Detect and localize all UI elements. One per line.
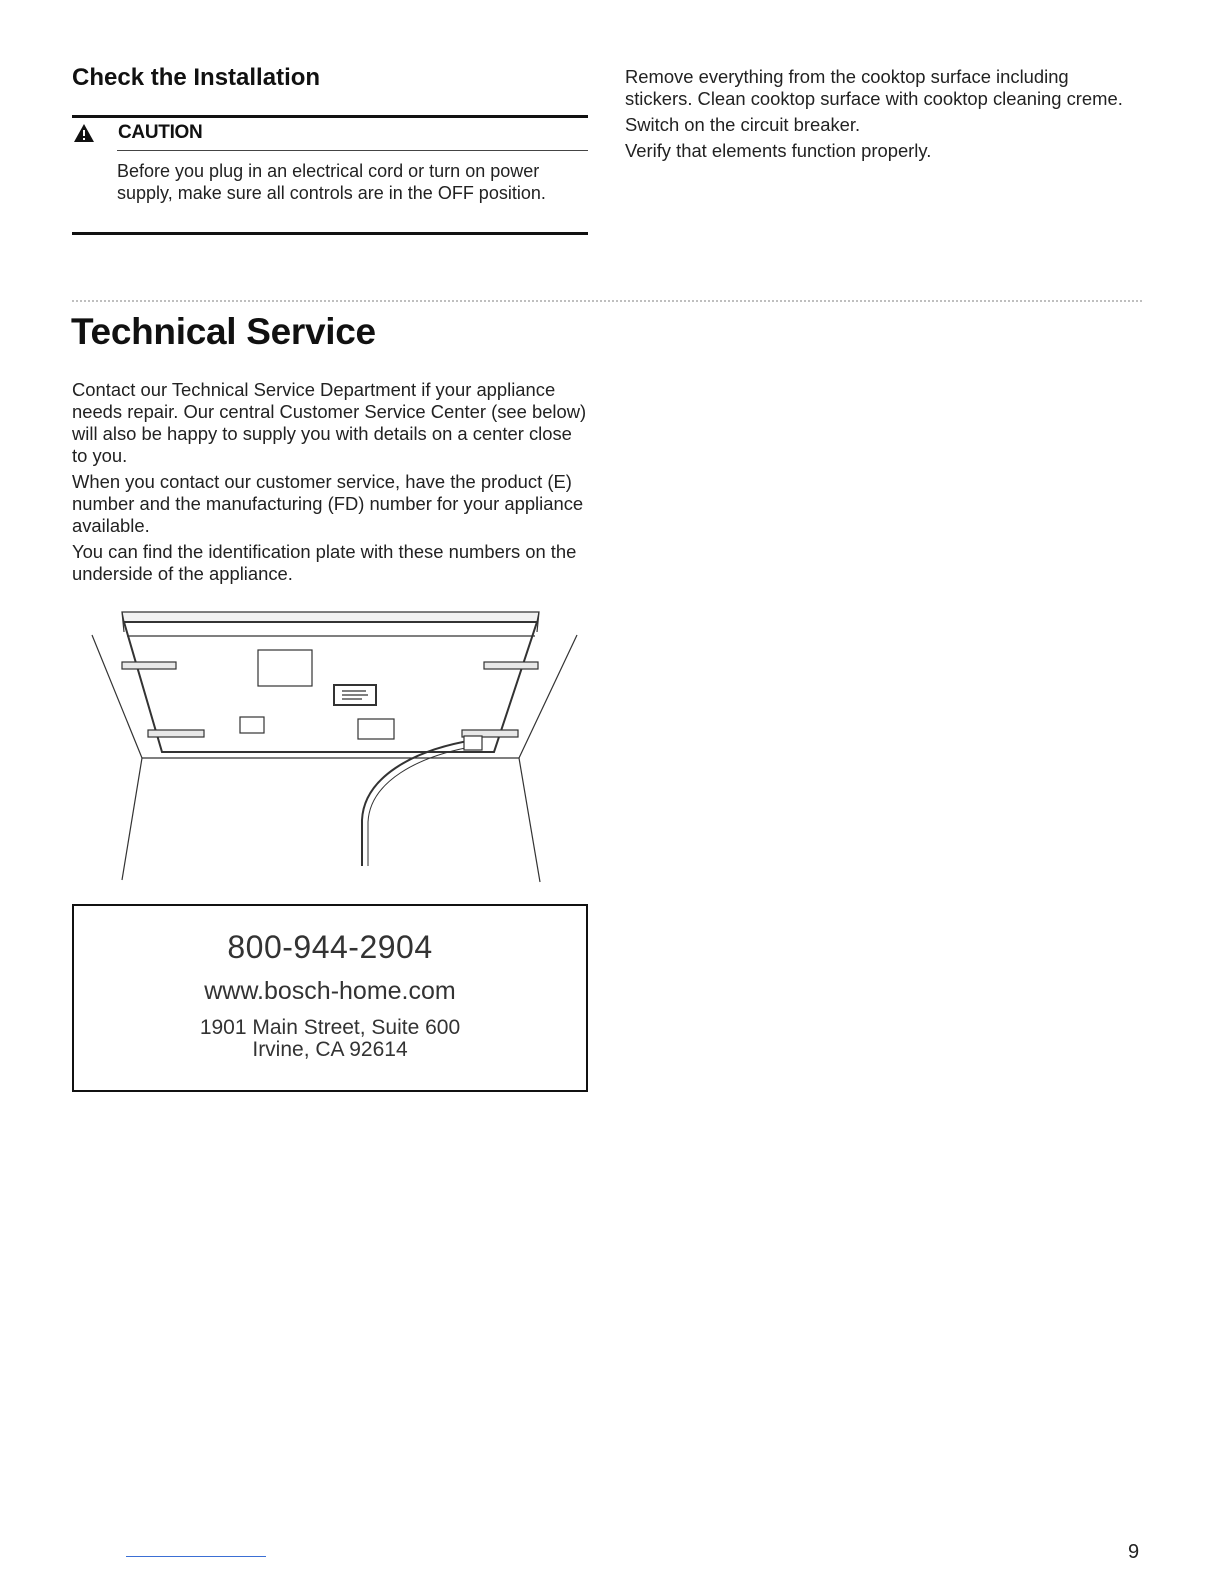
caution-divider bbox=[117, 150, 588, 151]
installation-steps bbox=[625, 66, 1135, 166]
step-paragraph: Verify that elements function properly. bbox=[625, 140, 932, 161]
address-line-2: Irvine, CA 92614 bbox=[252, 1038, 408, 1061]
caution-top-rule bbox=[72, 115, 588, 118]
body-paragraph: When you contact our customer service, have the product (E) number and the manufacturing (FD) number for your appliance available. bbox=[72, 471, 584, 536]
warning-triangle-icon bbox=[73, 123, 95, 143]
page-number: 9 bbox=[1128, 1541, 1140, 1563]
caution-bottom-rule bbox=[72, 232, 588, 235]
body-paragraph: Contact our Technical Service Department if your appliance needs repair. Our central Customer Service Center (see below) will also be happy to supply you with details on a center close to you. bbox=[72, 379, 587, 466]
address-line-1: 1901 Main Street, Suite 600 bbox=[199, 1016, 461, 1039]
phone-number: 800-944-2904 bbox=[227, 929, 433, 965]
contact-info-box bbox=[72, 904, 588, 1092]
website-url: www.bosch-home.com bbox=[204, 977, 456, 1005]
caution-text: Before you plug in an electrical cord or turn on power supply, make sure all controls are in the OFF position. bbox=[117, 161, 546, 203]
technical-service-body bbox=[72, 379, 592, 589]
technical-service-heading: Technical Service bbox=[71, 311, 376, 352]
step-paragraph: Switch on the circuit breaker. bbox=[625, 114, 861, 135]
cooktop-underside-illustration bbox=[72, 600, 592, 890]
footer-rule bbox=[126, 1556, 266, 1557]
caution-label: CAUTION bbox=[118, 122, 203, 143]
check-installation-heading: Check the Installation bbox=[72, 64, 321, 91]
caution-header bbox=[72, 121, 202, 145]
body-paragraph: You can find the identification plate with these numbers on the underside of the appliance. bbox=[72, 541, 577, 584]
section-separator bbox=[72, 300, 1142, 302]
step-paragraph: Remove everything from the cooktop surface including stickers. Clean cooktop surface with cooktop cleaning creme. bbox=[625, 66, 1123, 109]
